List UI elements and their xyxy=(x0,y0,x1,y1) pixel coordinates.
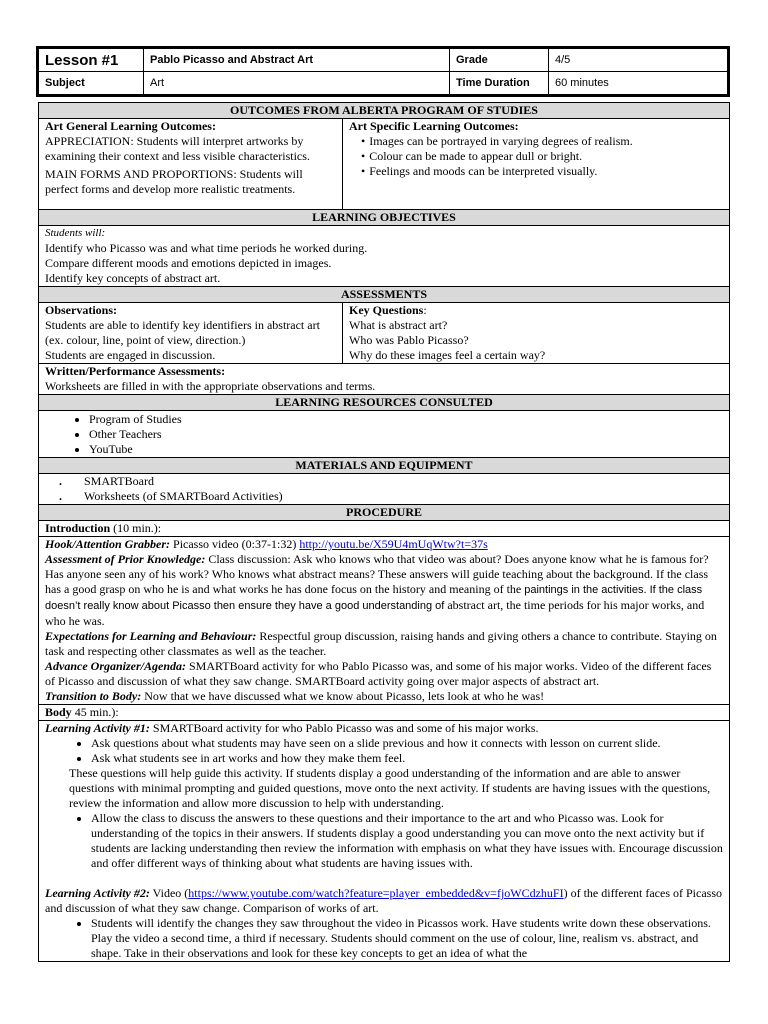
prior-knowledge-sans-text: paintings in the activities. If the class doesn’t really know about Picasso then ensure they have a good understanding of xyxy=(45,584,703,612)
specific-outcomes-title: Art Specific Learning Outcomes: xyxy=(349,119,519,133)
transition-label: Transition to Body: xyxy=(45,689,142,703)
key-question: Why do these images feel a certain way? xyxy=(349,348,546,362)
activity-1-list-2 xyxy=(45,811,723,871)
list-item: . Worksheets (of SMARTBoard Activities) xyxy=(59,489,729,504)
hook-video-link[interactable]: http://youtu.be/X59U4mUqWtw?t=37s xyxy=(299,537,488,551)
list-item: • Ask what students see in art works and how they make them feel. xyxy=(91,751,723,766)
key-question: Who was Pablo Picasso? xyxy=(349,333,469,347)
subject-value: Art xyxy=(144,72,450,96)
general-outcomes-title: Art General Learning Outcomes: xyxy=(45,119,216,133)
activity-2-text-end: ) of the different faces of Picasso and discussion of what they saw change. Comparison of works of art. xyxy=(45,886,722,915)
lesson-label: Lesson #1 xyxy=(38,48,144,72)
activity-2-list xyxy=(45,916,723,961)
prior-knowledge-text-end: abstract art, the time periods for his major works, and who he was. xyxy=(45,598,705,628)
expectations-text: Respectful group discussion, raising hands and giving others a chance to contribute. Staying on task and respecting other classmates as well as the teacher. xyxy=(45,629,717,658)
time-label: Time Duration xyxy=(450,72,549,96)
time-value: 60 minutes xyxy=(549,72,729,96)
written-assessment-text: Worksheets are filled in with the appropriate observations and terms. xyxy=(45,379,376,393)
observations-title: Observations: xyxy=(45,303,117,317)
list-item: • Images can be portrayed in varying degrees of realism. xyxy=(361,134,723,149)
advance-organizer-label: Advance Organizer/Agenda: xyxy=(45,659,186,673)
activity-1-label: Learning Activity #1: xyxy=(45,721,150,735)
hook-label: Hook/Attention Grabber: xyxy=(45,537,171,551)
outcomes-section xyxy=(39,119,729,209)
list-item: • Colour can be made to appear dull or bright. xyxy=(361,149,723,164)
body-section xyxy=(39,720,729,961)
prior-knowledge-text: Class discussion: Ask who knows who that video was about? Does anyone know what he is famous for? Has anyone seen any of his work? Who knows what abstract means? These answers will guide teaching about the background. If the class has a good grasp on who he is and what works he has done focus on the history and meaning of the xyxy=(45,552,709,596)
list-item: • Other Teachers xyxy=(89,427,729,442)
objective-item: Identify who Picasso was and what time periods he worked during. xyxy=(45,241,368,255)
materials-heading: MATERIALS AND EQUIPMENT xyxy=(39,457,729,474)
prior-knowledge-label: Assessment of Prior Knowledge: xyxy=(45,552,206,566)
introduction-title: Introduction xyxy=(45,521,111,535)
specific-outcomes-list xyxy=(349,134,723,179)
body-title: Body xyxy=(45,705,72,719)
list-item: • YouTube xyxy=(89,442,729,457)
outcomes-heading: OUTCOMES FROM ALBERTA PROGRAM OF STUDIES xyxy=(39,103,729,119)
activity-1-list xyxy=(45,736,723,766)
observation-line: Students are engaged in discussion. xyxy=(45,348,216,362)
transition-text: Now that we have discussed what we know about Picasso, lets look at who he was! xyxy=(141,689,545,703)
key-questions-title: Key Questions xyxy=(349,303,424,317)
activity-1-text: SMARTBoard activity for who Pablo Picasso was and some of his major works. xyxy=(149,721,539,735)
list-item: • Ask questions about what students may have seen on a slide previous and how it connects with lesson on current slide. xyxy=(91,736,723,751)
introduction-title-row xyxy=(39,521,729,536)
resources-heading: LEARNING RESOURCES CONSULTED xyxy=(39,394,729,411)
list-item: • Feelings and moods can be interpreted visually. xyxy=(361,164,723,179)
objectives-section xyxy=(39,226,729,286)
objectives-intro: Students will: xyxy=(45,227,106,239)
assessments-section: Observations: Students are able to identify key identifiers in abstract art (ex. colour, line, point of view, direction.) Students are engaged in discussion. Key Questions: What is abstract art? Who was Pablo Picasso? Why do these images feel a certain way? xyxy=(39,303,729,363)
advance-organizer-text: SMARTBoard activity for who Pablo Picasso was, and some of his major works. Video of the different faces of Picasso and discussion of what they saw change. SMARTBoard activity going over major aspects of abstract art. xyxy=(45,659,712,688)
materials-list xyxy=(39,474,729,504)
written-assessment xyxy=(39,363,729,394)
key-question: What is abstract art? xyxy=(349,318,448,332)
hook-text: Picasso video (0:37-1:32) xyxy=(170,537,300,551)
general-outcome-forms: MAIN FORMS AND PROPORTIONS: Students will perfect forms and develop more realistic treatments. xyxy=(45,167,303,196)
grade-value: 4/5 xyxy=(549,48,729,72)
resources-list xyxy=(39,411,729,457)
expectations-label: Expectations for Learning and Behaviour: xyxy=(45,629,257,643)
list-item: • Allow the class to discuss the answers to these questions and their importance to the art and who Picasso was. Look for understanding of the topics in their answers. If students display a good understanding you can move onto the next activity but if students are lacking understanding then review the information with emphasis on what they have issues with. Encourage discussion and offer different ways of thinking about what students are having issues with. xyxy=(91,811,723,871)
objective-item: Compare different moods and emotions depicted in images. xyxy=(45,256,332,270)
activity-2-label: Learning Activity #2: xyxy=(45,886,150,900)
activity-2-text: Video ( xyxy=(149,886,189,900)
assessments-heading: ASSESSMENTS xyxy=(39,286,729,303)
list-item: • Program of Studies xyxy=(89,412,729,427)
observation-line: (ex. colour, line, point of view, direction.) xyxy=(45,333,246,347)
introduction-section xyxy=(39,536,729,704)
body-title-row xyxy=(39,704,729,720)
list-item: . SMARTBoard xyxy=(59,474,729,489)
written-assessment-title: Written/Performance Assessments: xyxy=(45,364,226,378)
procedure-heading: PROCEDURE xyxy=(39,504,729,521)
lesson-header-table xyxy=(36,46,730,97)
lesson-title: Pablo Picasso and Abstract Art xyxy=(144,48,450,72)
activity-1-paragraph: These questions will help guide this activity. If students display a good understanding of the information and are able to answer questions with minimal prompting and guided questions, move onto the next activity. If students are having issues with the questions, review the information and allow more discussion to help with understanding. xyxy=(69,766,711,810)
objective-item: Identify key concepts of abstract art. xyxy=(45,271,221,285)
grade-label: Grade xyxy=(450,48,549,72)
observation-line: Students are able to identify key identifiers in abstract art xyxy=(45,318,320,332)
lesson-plan-body xyxy=(38,102,730,962)
subject-label: Subject xyxy=(38,72,144,96)
body-time: 45 min.): xyxy=(71,705,119,719)
activity-2-video-link[interactable]: https://www.youtube.com/watch?feature=player_embedded&v=fjoWCdzhuFI xyxy=(188,886,564,900)
general-outcome-appreciation: APPRECIATION: Students will interpret artworks by examining their context and less visible characteristics. xyxy=(45,134,310,163)
introduction-time: (10 min.): xyxy=(110,521,162,535)
list-item: • Students will identify the changes they saw throughout the video in Picassos work. Have students write down these observations. Play the video a second time, a third if necessary. Students should comment on the use of colour, line, realism vs. abstract, and shape. Take in their observations and look for these key concepts to get an idea of what the xyxy=(91,916,723,961)
objectives-heading: LEARNING OBJECTIVES xyxy=(39,209,729,226)
